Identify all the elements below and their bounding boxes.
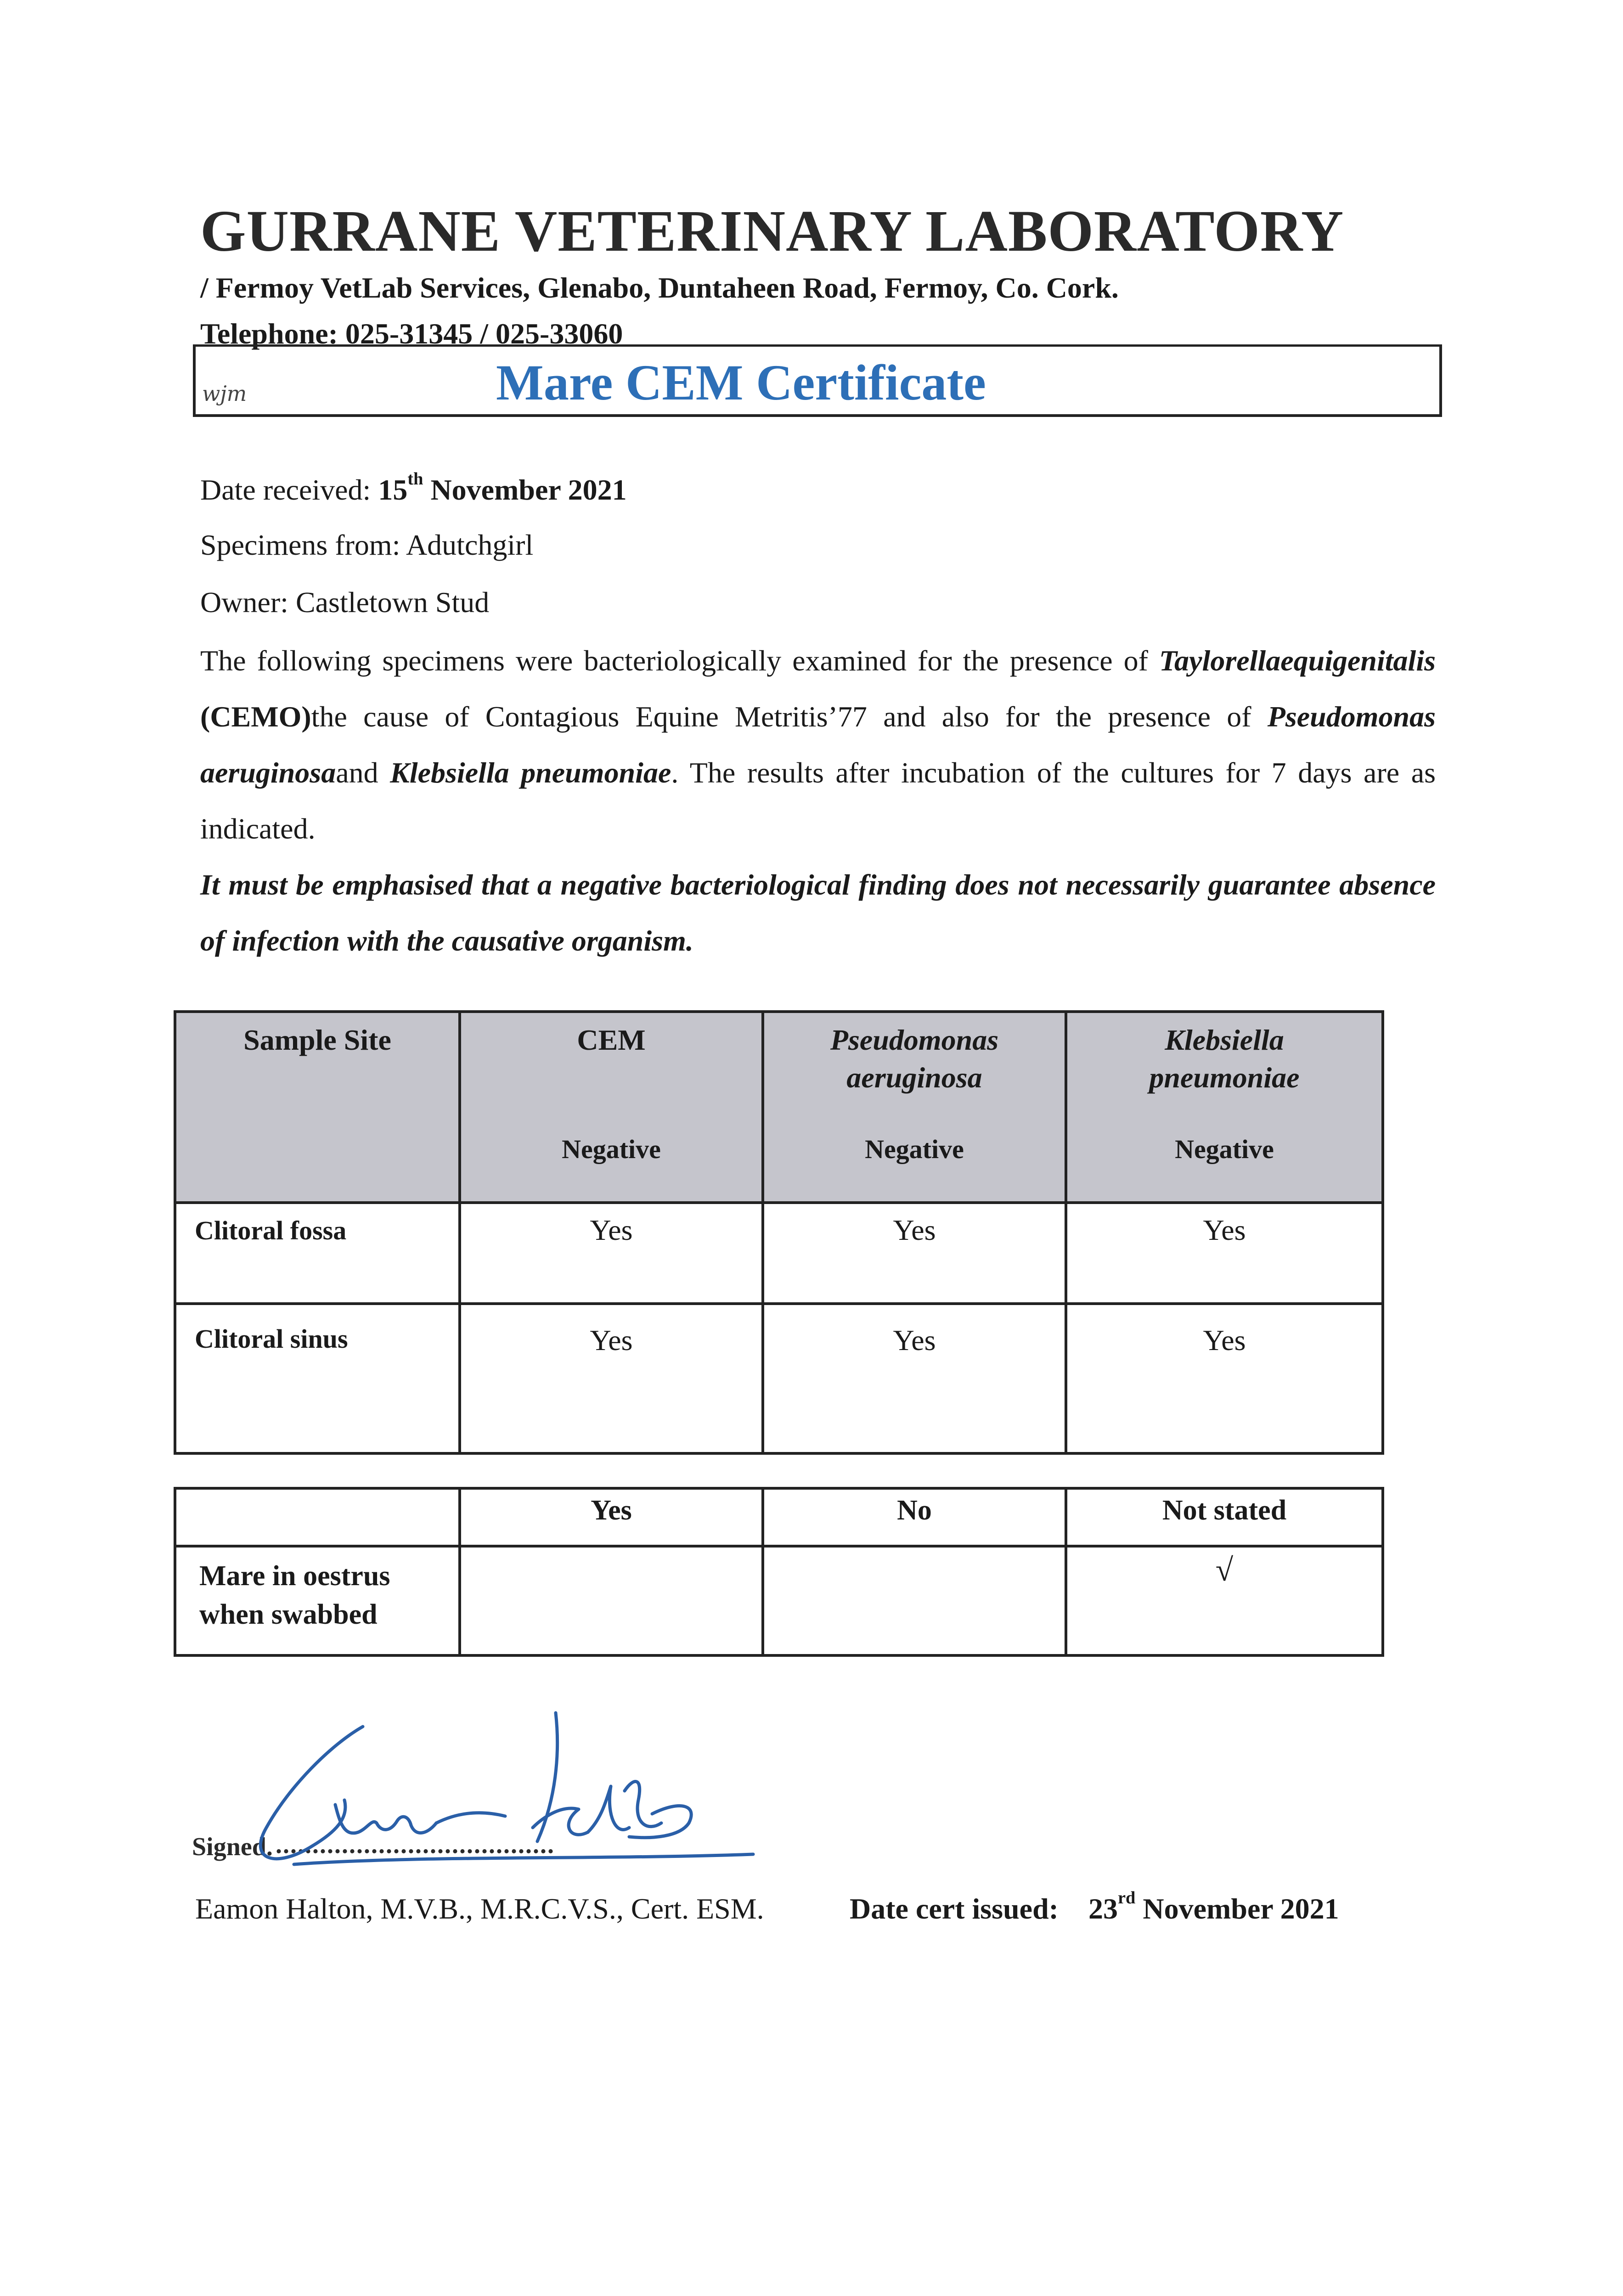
date-issued-value: 23rd November 2021 [1088, 1888, 1339, 1925]
oestrus-header-yes: Yes [460, 1488, 763, 1546]
check-mark-icon: √ [1066, 1546, 1383, 1655]
result-cell: Yes [1066, 1304, 1383, 1453]
oestrus-no-cell [763, 1546, 1066, 1655]
certificate-title: Mare CEM Certificate [496, 355, 986, 411]
signature-image [239, 1708, 772, 1883]
result-cell: Yes [763, 1304, 1066, 1453]
lab-name: GURRANE VETERINARY LABORATORY [200, 198, 1344, 264]
signed-label: Signed. [192, 1833, 273, 1861]
date-received-value: 15th November 2021 [378, 469, 627, 506]
result-cell: Yes [460, 1203, 763, 1304]
sample-site-cell: Clitoral sinus [175, 1304, 460, 1453]
oestrus-row-label: Mare in oestrus when swabbed [175, 1546, 460, 1655]
examination-paragraph: The following specimens were bacteriologically examined for the presence of Taylorellaequigenitalis (CEMO)the cause of Contagious Equine Metritis’77 and also for the presence of Pseudomonas aeruginosaand Klebsiella pneumoniae. The results after incubation of the cultures for 7 days are as indicated. [200, 644, 1436, 845]
date-received [200, 469, 627, 507]
specimens-from: Specimens from: Adutchgirl [200, 529, 534, 561]
oestrus-header-no: No [763, 1488, 1066, 1546]
header-klebsiella: Klebsiella pneumoniae Negative [1066, 1012, 1383, 1203]
signer-name: Eamon Halton, M.V.B., M.R.C.V.S., Cert. ESM. [195, 1892, 764, 1925]
table-row [175, 1304, 1383, 1453]
organism-klebsiella: Klebsiella pneumoniae [390, 756, 671, 789]
result-cell: Yes [763, 1203, 1066, 1304]
results-table [174, 1010, 1384, 1455]
handwritten-initials: wjm [202, 381, 247, 406]
header-pseudomonas: Pseudomonas aeruginosa Negative [763, 1012, 1066, 1203]
date-issued-label: Date cert issued: [850, 1892, 1059, 1925]
header-sample-site: Sample Site [175, 1012, 460, 1203]
table-row [175, 1203, 1383, 1304]
result-cell: Yes [1066, 1203, 1383, 1304]
oestrus-header-blank [175, 1488, 460, 1546]
date-received-label: Date received: [200, 473, 378, 506]
sample-site-cell: Clitoral fossa [175, 1203, 460, 1304]
signature-line: ...................................... [276, 1830, 555, 1859]
table-row [175, 1546, 1383, 1655]
lab-telephone: Telephone: 025-31345 / 025-33060 [200, 317, 623, 350]
result-cell: Yes [460, 1304, 763, 1453]
organism-taylorella: Taylorellaequigenitalis [1159, 644, 1436, 677]
oestrus-yes-cell [460, 1546, 763, 1655]
oestrus-table [174, 1487, 1384, 1657]
lab-address: / Fermoy VetLab Services, Glenabo, Duntaheen Road, Fermoy, Co. Cork. [200, 271, 1119, 304]
owner: Owner: Castletown Stud [200, 586, 490, 619]
oestrus-header-not-stated: Not stated [1066, 1488, 1383, 1546]
header-cem: CEM Negative [460, 1012, 763, 1203]
warning-statement: It must be emphasised that a negative bacteriological finding does not necessarily guarantee absence of infection with the causative organism. [200, 868, 1436, 957]
organism-pseudomonas: Pseudomonas aeruginosa [200, 700, 1436, 789]
